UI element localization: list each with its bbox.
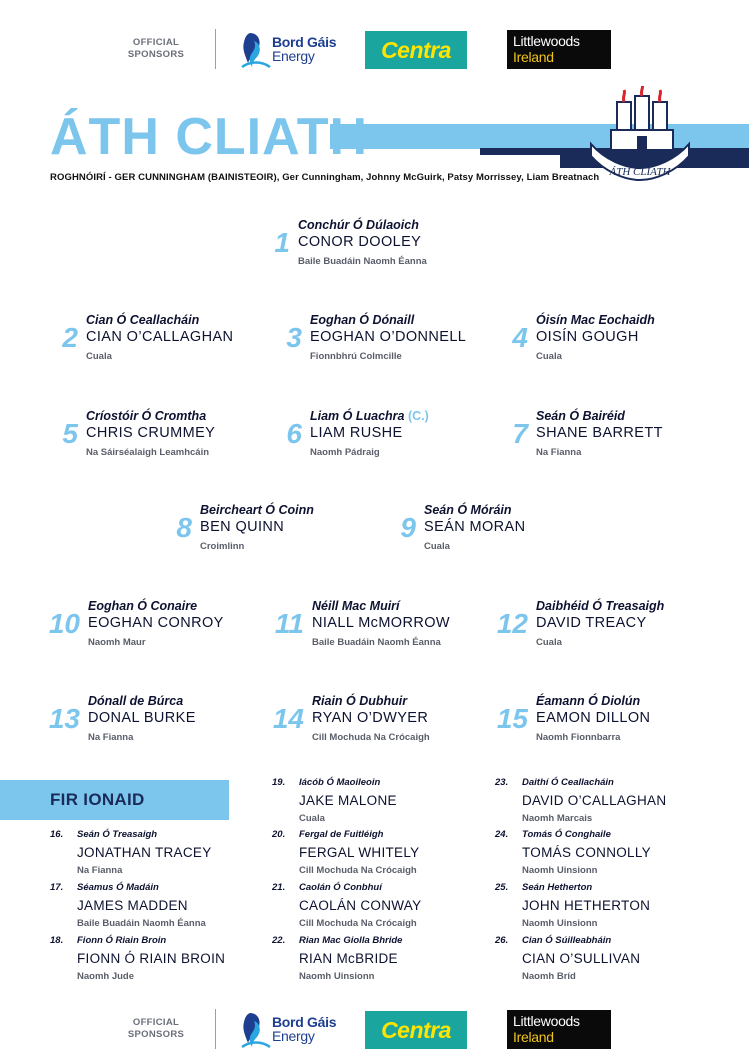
sub-25 (495, 882, 715, 932)
centra-logo: Centra (365, 31, 467, 69)
player-irish-name: Conchúr Ó Dúlaoich (298, 218, 419, 232)
sub-club: Na Fianna (77, 865, 123, 876)
player-english-name: CONOR DOOLEY (298, 234, 422, 250)
sub-number: 24. (495, 829, 509, 840)
sub-number: 16. (50, 829, 64, 840)
sub-24 (495, 829, 715, 879)
littlewoods-ireland: Ireland (513, 49, 554, 65)
player-english-name: NIALL McMORROW (312, 615, 450, 631)
bord-gais-energy: Energy (272, 48, 315, 64)
sub-22 (272, 935, 492, 985)
player-club: Fionnbhrú Colmcille (310, 351, 402, 362)
player-english-name: EAMON DILLON (536, 710, 651, 726)
sponsors-label-line1: OFFICIAL (132, 1017, 180, 1028)
sub-english-name: RIAN McBRIDE (299, 951, 398, 966)
sub-number: 19. (272, 777, 286, 788)
player-irish-name: Riain Ó Dubhuir (312, 694, 408, 708)
sub-club: Naomh Jude (77, 971, 135, 982)
sub-number: 20. (272, 829, 286, 840)
player-irish-name: Eoghan Ó Dónaill (310, 313, 415, 327)
sub-number: 25. (495, 882, 509, 893)
sub-19 (272, 777, 492, 827)
player-number: 2 (62, 322, 78, 353)
player-club: Baile Buadáin Naomh Éanna (312, 637, 441, 648)
player-irish-name: Beircheart Ó Coinn (200, 503, 314, 517)
player-irish-name (310, 409, 429, 424)
sub-irish-name: Daithí Ó Ceallacháin (522, 777, 614, 788)
sub-irish-name: Seán Hetherton (522, 882, 593, 893)
sub-english-name: FERGAL WHITELY (299, 845, 420, 860)
player-club: Baile Buadáin Naomh Éanna (298, 256, 427, 267)
sponsors-label (120, 37, 192, 61)
subs-banner (0, 780, 229, 820)
player-number: 8 (176, 512, 192, 543)
sub-irish-name: Tomás Ó Conghaile (522, 829, 611, 840)
player-irish-name: Néill Mac Muirí (312, 599, 400, 613)
sub-number: 22. (272, 935, 286, 946)
sub-english-name: TOMÁS CONNOLLY (522, 845, 651, 860)
sub-20 (272, 829, 492, 879)
sub-irish-name: Seán Ó Treasaigh (77, 829, 158, 840)
bord-gais-flame-icon (240, 29, 274, 71)
player-number: 10 (48, 608, 80, 639)
sponsors-label-line2: SPONSORS (127, 1029, 185, 1040)
sub-18 (50, 935, 270, 985)
divider (215, 29, 216, 69)
player-club: Cill Mochuda Na Crócaigh (312, 732, 430, 743)
player-english-name: CHRIS CRUMMEY (86, 425, 216, 441)
sub-english-name: FIONN Ó RIAIN BROIN (77, 951, 226, 966)
team-title: ÁTH CLIATH (50, 108, 369, 166)
player-english-name: EOGHAN O’DONNELL (310, 329, 467, 345)
player-irish-name: Éamann Ó Diolún (536, 694, 641, 708)
player-english-name: BEN QUINN (200, 519, 285, 535)
crest-text: ÁTH CLIATH (609, 166, 671, 178)
player-irish-name: Seán Ó Bairéid (536, 409, 625, 423)
littlewoods-name: Littlewoods (513, 1013, 580, 1029)
sub-english-name: CAOLÁN CONWAY (299, 898, 422, 913)
sponsors-bar-top (0, 24, 749, 74)
selectors-line: ROGHNÓIRÍ - GER CUNNINGHAM (BAINISTEOIR), Ger Cunningham, Johnny McGuirk, Patsy Morrissey, Liam Breatnach (50, 172, 600, 183)
subs-title: FIR IONAID (50, 790, 145, 809)
bord-gais-logo (240, 29, 340, 71)
sub-26 (495, 935, 715, 985)
player-club: Croimlinn (200, 541, 245, 552)
player-number: 9 (400, 512, 416, 543)
player-number: 6 (286, 418, 302, 449)
sub-17 (50, 882, 270, 932)
sub-club: Baile Buadáin Naomh Éanna (77, 918, 206, 929)
sub-irish-name: Caolán Ó Conbhuí (299, 882, 382, 893)
player-club: Cuala (86, 351, 112, 362)
player-irish-name: Eoghan Ó Conaire (88, 599, 198, 613)
player-english-name: LIAM RUSHE (310, 425, 403, 441)
sub-club: Naomh Bríd (522, 971, 576, 982)
dublin-crest-icon (585, 86, 695, 184)
bord-gais-name: Bord Gáis (272, 34, 337, 50)
sub-english-name: JAMES MADDEN (77, 898, 188, 913)
player-club: Cuala (536, 637, 562, 648)
sub-english-name: JOHN HETHERTON (522, 898, 651, 913)
sub-irish-name: Iácób Ó Maoileoin (299, 777, 381, 788)
sub-23 (495, 777, 715, 827)
littlewoods-logo (507, 1010, 611, 1049)
player-english-name: SEÁN MORAN (424, 519, 526, 535)
player-english-name: RYAN O’DWYER (312, 710, 429, 726)
sponsors-label-line1: OFFICIAL (132, 37, 180, 48)
sub-number: 17. (50, 882, 64, 893)
divider (215, 1009, 216, 1049)
sub-club: Cuala (299, 813, 325, 824)
bord-gais-energy: Energy (272, 1028, 315, 1044)
sub-irish-name: Cian Ó Súilleabháin (522, 935, 612, 946)
player-irish-name: Daibhéid Ó Treasaigh (536, 599, 665, 613)
player-number: 7 (512, 418, 528, 449)
sub-english-name: DAVID O’CALLAGHAN (522, 793, 667, 808)
player-club: Naomh Fionnbarra (536, 732, 621, 743)
player-english-name: EOGHAN CONROY (88, 615, 224, 631)
bord-gais-logo (240, 1009, 340, 1051)
sub-irish-name: Séamus Ó Madáin (77, 882, 159, 893)
sub-club: Naomh Marcais (522, 813, 593, 824)
player-english-name: DONAL BURKE (88, 710, 196, 726)
sub-english-name: JAKE MALONE (299, 793, 397, 808)
player-irish-name: Cian Ó Ceallacháin (86, 313, 200, 327)
player-english-name: SHANE BARRETT (536, 425, 663, 441)
player-irish-name: Críostóir Ó Cromtha (86, 409, 207, 423)
player-number: 1 (274, 227, 290, 258)
littlewoods-ireland: Ireland (513, 1029, 554, 1045)
player-number: 3 (286, 322, 302, 353)
sub-number: 18. (50, 935, 64, 946)
sub-irish-name: Rian Mac Giolla Bhride (299, 935, 403, 946)
player-irish-name: Dónall de Búrca (88, 694, 184, 708)
player-club: Naomh Pádraig (310, 447, 380, 458)
sub-club: Naomh Uinsionn (522, 918, 598, 929)
littlewoods-logo (507, 30, 611, 69)
bord-gais-flame-icon (240, 1009, 274, 1051)
sponsors-label-line2: SPONSORS (127, 49, 185, 60)
player-number: 12 (496, 608, 528, 639)
player-club: Na Sáirséalaigh Leamhcáin (86, 447, 210, 458)
player-club: Na Fianna (88, 732, 134, 743)
littlewoods-name: Littlewoods (513, 33, 580, 49)
sub-irish-name: Fergal de Fuitléigh (299, 829, 384, 840)
player-number: 14 (272, 703, 304, 734)
sub-number: 23. (495, 777, 509, 788)
bord-gais-name: Bord Gáis (272, 1014, 337, 1030)
player-number: 15 (496, 703, 528, 734)
player-number: 13 (48, 703, 80, 734)
sub-english-name: JONATHAN TRACEY (77, 845, 212, 860)
sub-number: 26. (495, 935, 509, 946)
captain-badge: (C.) (407, 409, 429, 423)
player-irish-name-text: Liam Ó Luachra (310, 409, 405, 423)
sub-21 (272, 882, 492, 932)
sub-club: Cill Mochuda Na Crócaigh (299, 865, 417, 876)
sponsors-bar-bottom (0, 1004, 749, 1054)
sponsors-label (120, 1017, 192, 1041)
player-club: Cuala (424, 541, 450, 552)
player-english-name: DAVID TREACY (536, 615, 647, 631)
sub-irish-name: Fionn Ó Riain Broin (77, 935, 167, 946)
sub-club: Naomh Uinsionn (522, 865, 598, 876)
player-club: Cuala (536, 351, 562, 362)
player-irish-name: Óisín Mac Eochaidh (536, 313, 655, 327)
sub-number: 21. (272, 882, 286, 893)
player-club: Naomh Maur (88, 637, 146, 648)
sub-english-name: CIAN O’SULLIVAN (522, 951, 641, 966)
player-number: 5 (62, 418, 78, 449)
sub-club: Naomh Uinsionn (299, 971, 375, 982)
player-number: 11 (274, 608, 304, 639)
sub-club: Cill Mochuda Na Crócaigh (299, 918, 417, 929)
player-irish-name: Seán Ó Móráin (424, 503, 512, 517)
sub-16 (50, 829, 270, 879)
player-english-name: CIAN O’CALLAGHAN (86, 329, 234, 345)
player-club: Na Fianna (536, 447, 582, 458)
player-number: 4 (512, 322, 528, 353)
player-english-name: OISÍN GOUGH (536, 329, 639, 345)
centra-logo: Centra (365, 1011, 467, 1049)
